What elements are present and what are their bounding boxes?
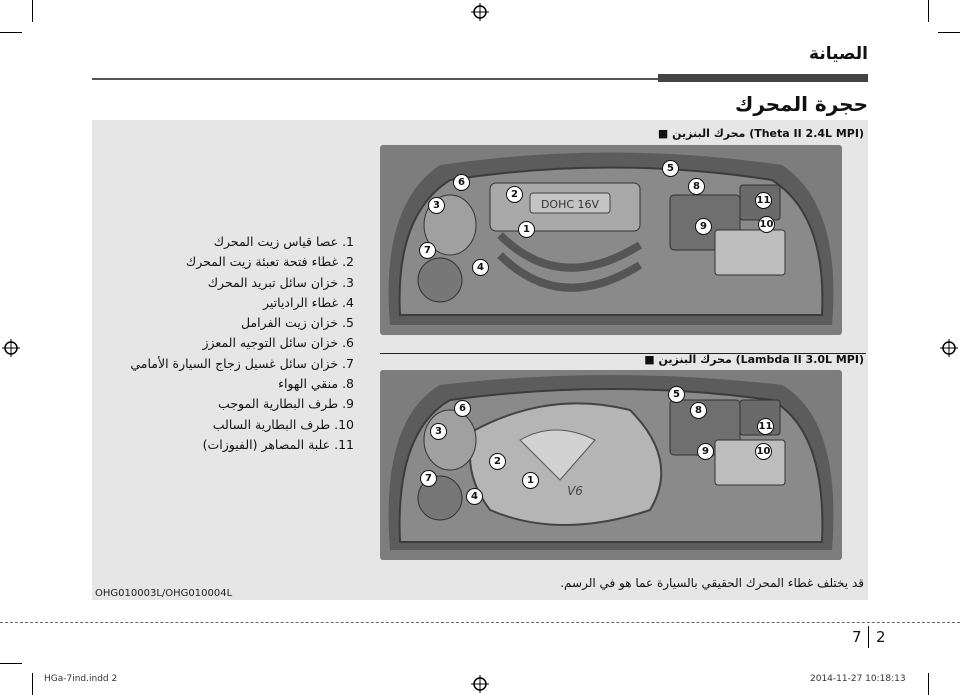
callout-marker: 1 <box>522 472 539 489</box>
callout-marker: 6 <box>453 174 470 191</box>
engine-bay-illustration <box>380 145 842 335</box>
callout-marker: 10 <box>758 216 775 233</box>
callout-marker: 8 <box>690 402 707 419</box>
footnote: قد يختلف غطاء المحرك الحقيقي بالسيارة عما هو في الرسم. <box>560 576 864 590</box>
legend-item: 5. خزان زيت الفرامل <box>240 315 354 331</box>
registration-mark-icon <box>471 3 489 21</box>
crop-mark <box>928 673 929 695</box>
callout-marker: 8 <box>688 178 705 195</box>
callout-marker: 3 <box>430 423 447 440</box>
legend-item: 6. خزان سائل التوجيه المعزز <box>202 335 354 351</box>
print-slug-date: 2014-11-27 10:18:13 <box>810 674 906 684</box>
legend-item: 7. خزان سائل غسيل زجاج السيارة الأمامي <box>130 355 354 371</box>
crop-mark <box>32 0 33 22</box>
crop-mark <box>938 32 960 33</box>
callout-marker: 5 <box>662 160 679 177</box>
engine-photo <box>380 145 842 335</box>
page-heading: حجرة المحرك <box>735 92 868 116</box>
legend-item: 11. علبة المصاهر (الفيوزات) <box>202 436 354 452</box>
engine-bay-illustration <box>380 370 842 560</box>
registration-mark-icon <box>2 339 20 357</box>
callout-marker: 2 <box>506 186 523 203</box>
figure-caption: (Lambda II 3.0L MPI) محرك البنزين ■ <box>644 353 864 366</box>
header-rule-accent <box>658 74 868 82</box>
callout-marker: 4 <box>472 259 489 276</box>
callout-marker: 4 <box>466 488 483 505</box>
page-number-chapter: 7 <box>852 628 862 646</box>
footer-rule <box>0 622 960 623</box>
figure-caption: (Theta II 2.4L MPI) محرك البنزين ■ <box>657 127 864 140</box>
crop-mark <box>32 673 33 695</box>
registration-mark-icon <box>940 339 958 357</box>
callout-marker: 11 <box>757 418 774 435</box>
figure-code: OHG010003L/OHG010004L <box>95 588 233 599</box>
callout-marker: 2 <box>489 453 506 470</box>
crop-mark <box>0 663 22 664</box>
callout-marker: 10 <box>755 443 772 460</box>
callout-marker: 3 <box>428 197 445 214</box>
engine-badge: DOHC 16V <box>540 198 600 211</box>
page-number: 2 <box>876 628 886 646</box>
callout-marker: 6 <box>454 400 471 417</box>
callout-marker: 1 <box>518 221 535 238</box>
legend-item: 8. منقي الهواء <box>278 376 354 392</box>
component-legend <box>130 232 354 455</box>
callout-marker: 9 <box>695 218 712 235</box>
legend-item: 10. طرف البطارية السالب <box>212 416 354 432</box>
legend-item: 4. غطاء الرادياتير <box>262 294 354 310</box>
callout-marker: 7 <box>420 470 437 487</box>
legend-item: 9. طرف البطارية الموجب <box>218 396 354 412</box>
engine-badge: V6 <box>567 484 583 498</box>
callout-marker: 7 <box>419 242 436 259</box>
crop-mark <box>928 0 929 22</box>
callout-marker: 5 <box>668 386 685 403</box>
callout-marker: 11 <box>755 192 772 209</box>
engine-photo <box>380 370 842 560</box>
crop-mark <box>0 32 22 33</box>
legend-item: 3. خزان سائل تبريد المحرك <box>207 274 354 290</box>
print-slug-file: HGa-7ind.indd 2 <box>44 674 118 684</box>
page-number-separator <box>868 626 869 648</box>
callout-marker: 9 <box>697 443 714 460</box>
registration-mark-icon <box>471 675 489 693</box>
legend-item: 2. غطاء فتحة تعبئة زيت المحرك <box>185 254 354 270</box>
section-title: الصيانة <box>809 44 868 64</box>
legend-item: 1. عصا قياس زيت المحرك <box>213 234 354 249</box>
